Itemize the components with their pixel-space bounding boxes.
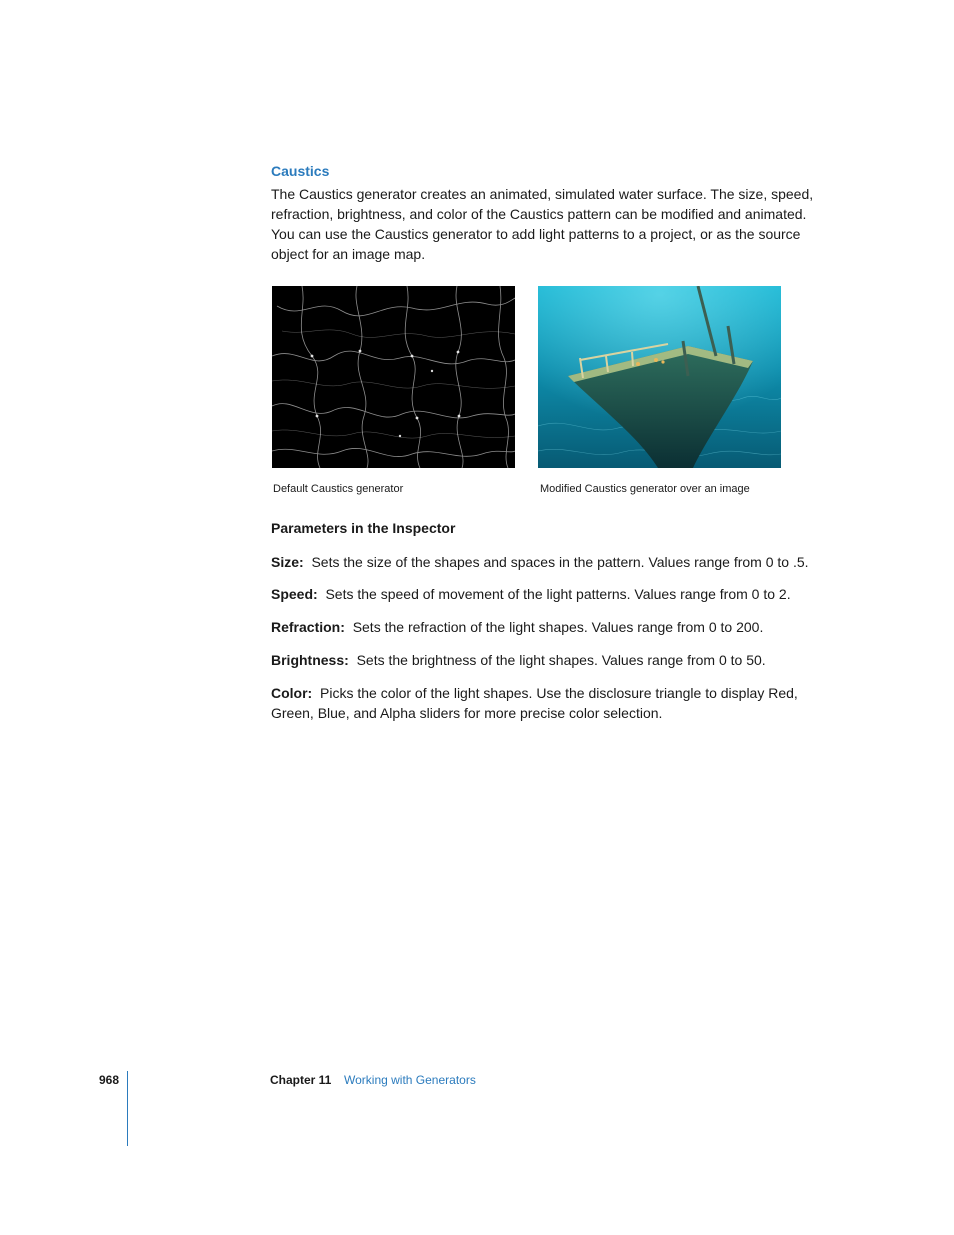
chapter-label: Chapter 11 <box>270 1073 332 1087</box>
figure-caption-right: Modified Caustics generator over an image <box>540 483 750 495</box>
chapter-title: Working with Generators <box>344 1073 476 1087</box>
param-refraction <box>271 617 831 637</box>
param-description: Sets the brightness of the light shapes. Values range from 0 to 50. <box>356 652 766 668</box>
section-title: Caustics <box>271 163 330 179</box>
parameters-heading: Parameters in the Inspector <box>271 520 456 536</box>
param-brightness <box>271 650 831 670</box>
param-term: Refraction: <box>271 619 345 635</box>
param-description: Sets the size of the shapes and spaces in the pattern. Values range from 0 to .5. <box>311 554 809 570</box>
param-size <box>271 552 831 572</box>
param-term: Size: <box>271 554 304 570</box>
param-term: Brightness: <box>271 652 349 668</box>
param-description: Sets the speed of movement of the light patterns. Values range from 0 to 2. <box>325 586 791 602</box>
page-number: 968 <box>99 1073 120 1087</box>
default-caustics-image <box>272 286 515 468</box>
intro-paragraph: The Caustics generator creates an animated, simulated water surface. The size, speed, refraction, brightness, and color of the Caustics pattern can be modified and animated. You can use the Caustics generator to add light patterns to a project, or as the source object for an image map. <box>271 186 814 262</box>
param-speed <box>271 584 831 604</box>
modified-caustics-image <box>538 286 781 468</box>
figure-caption-left: Default Caustics generator <box>273 483 404 495</box>
param-color <box>271 683 831 723</box>
param-term: Color: <box>271 685 313 701</box>
param-description: Picks the color of the light shapes. Use the disclosure triangle to display Red, Green, Blue, and Alpha sliders for more precise color selection. <box>271 685 798 721</box>
param-term: Speed: <box>271 586 318 602</box>
param-description: Sets the refraction of the light shapes. Values range from 0 to 200. <box>352 619 764 635</box>
footer-divider <box>127 1071 128 1146</box>
